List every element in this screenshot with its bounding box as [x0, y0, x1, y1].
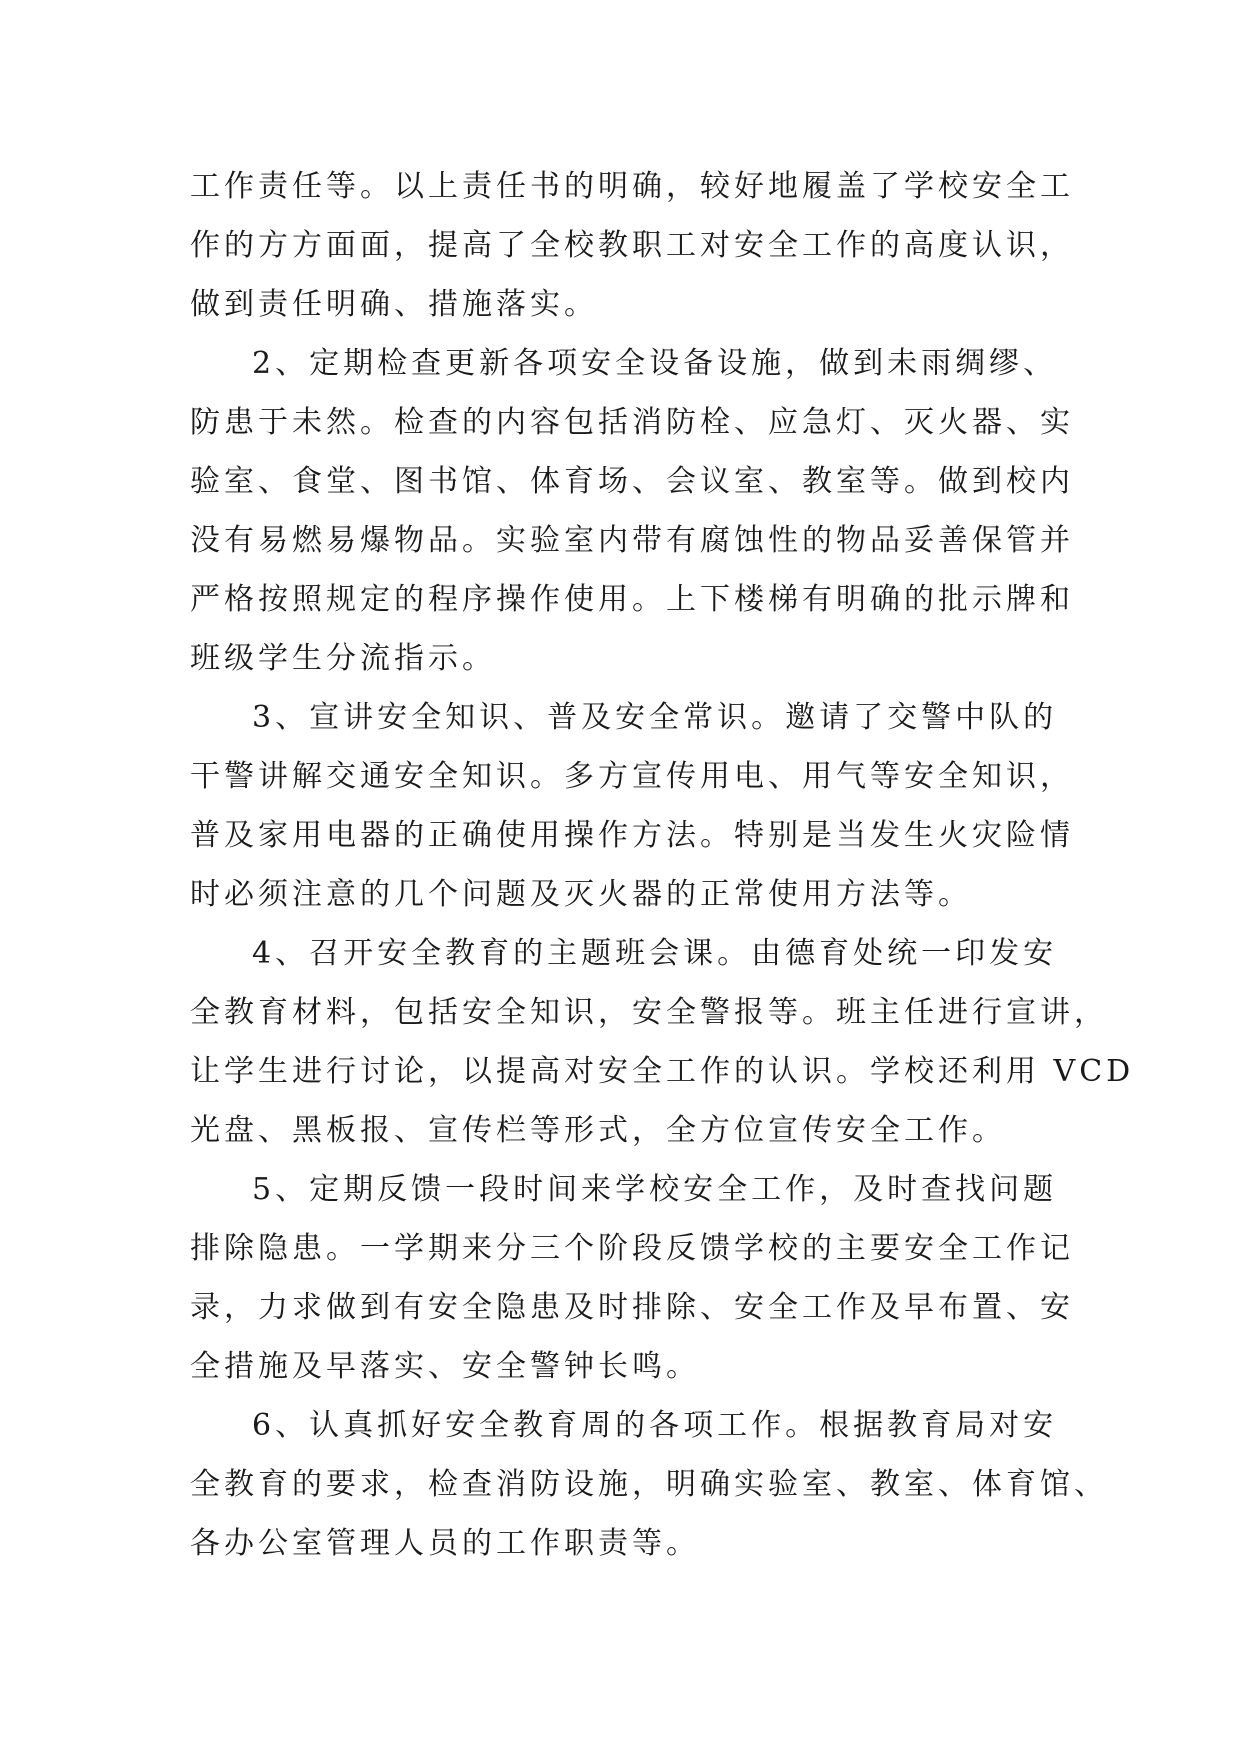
paragraph-3: [190, 688, 1074, 924]
text-line: 让学生进行讨论，以提高对安全工作的认识。学校还利用 VCD: [190, 1054, 1135, 1089]
text-line: 5、定期反馈一段时间来学校安全工作，及时查找问题: [252, 1172, 1058, 1207]
text-line: 班级学生分流指示。: [190, 641, 496, 676]
text-line: 6、认真抓好安全教育周的各项工作。根据教育局对安: [252, 1408, 1058, 1443]
text-line: 防患于未然。检查的内容包括消防栓、应急灯、灭火器、实: [190, 405, 1074, 440]
text-line: 普及家用电器的正确使用操作方法。特别是当发生火灾险情: [190, 818, 1074, 853]
paragraph-6: [190, 1396, 1108, 1573]
text-line: 干警讲解交通安全知识。多方宣传用电、用气等安全知识，: [190, 759, 1074, 794]
text-line: 验室、食堂、图书馆、体育场、会议室、教室等。做到校内: [190, 464, 1074, 499]
paragraph-2: [190, 334, 1074, 688]
text-line: 时必须注意的几个问题及灭火器的正常使用方法等。: [190, 877, 972, 912]
document-body: [190, 157, 1135, 1573]
text-line: 全措施及早落实、安全警钟长鸣。: [190, 1349, 700, 1384]
text-line: 排除隐患。一学期来分三个阶段反馈学校的主要安全工作记: [190, 1231, 1074, 1266]
text-line: 全教育材料，包括安全知识，安全警报等。班主任进行宣讲，: [190, 995, 1108, 1030]
paragraph-4: [190, 924, 1135, 1160]
text-line: 全教育的要求，检查消防设施，明确实验室、教室、体育馆、: [190, 1467, 1108, 1502]
text-line: 严格按照规定的程序操作使用。上下楼梯有明确的批示牌和: [190, 582, 1074, 617]
paragraph-5: [190, 1160, 1074, 1396]
text-line: 3、宣讲安全知识、普及安全常识。邀请了交警中队的: [252, 700, 1058, 735]
paragraph-1: [190, 157, 1074, 334]
text-line: 光盘、黑板报、宣传栏等形式，全方位宣传安全工作。: [190, 1113, 1006, 1148]
text-line: 4、召开安全教育的主题班会课。由德育处统一印发安: [252, 936, 1058, 971]
text-line: 做到责任明确、措施落实。: [190, 287, 598, 322]
text-line: 各办公室管理人员的工作职责等。: [190, 1526, 700, 1561]
text-line: 录，力求做到有安全隐患及时排除、安全工作及早布置、安: [190, 1290, 1074, 1325]
text-line: 2、定期检查更新各项安全设备设施，做到未雨绸缪、: [252, 346, 1058, 381]
text-line: 没有易燃易爆物品。实验室内带有腐蚀性的物品妥善保管并: [190, 523, 1074, 558]
text-line: 工作责任等。以上责任书的明确，较好地履盖了学校安全工: [190, 169, 1074, 204]
text-line: 作的方方面面，提高了全校教职工对安全工作的高度认识，: [190, 228, 1074, 263]
